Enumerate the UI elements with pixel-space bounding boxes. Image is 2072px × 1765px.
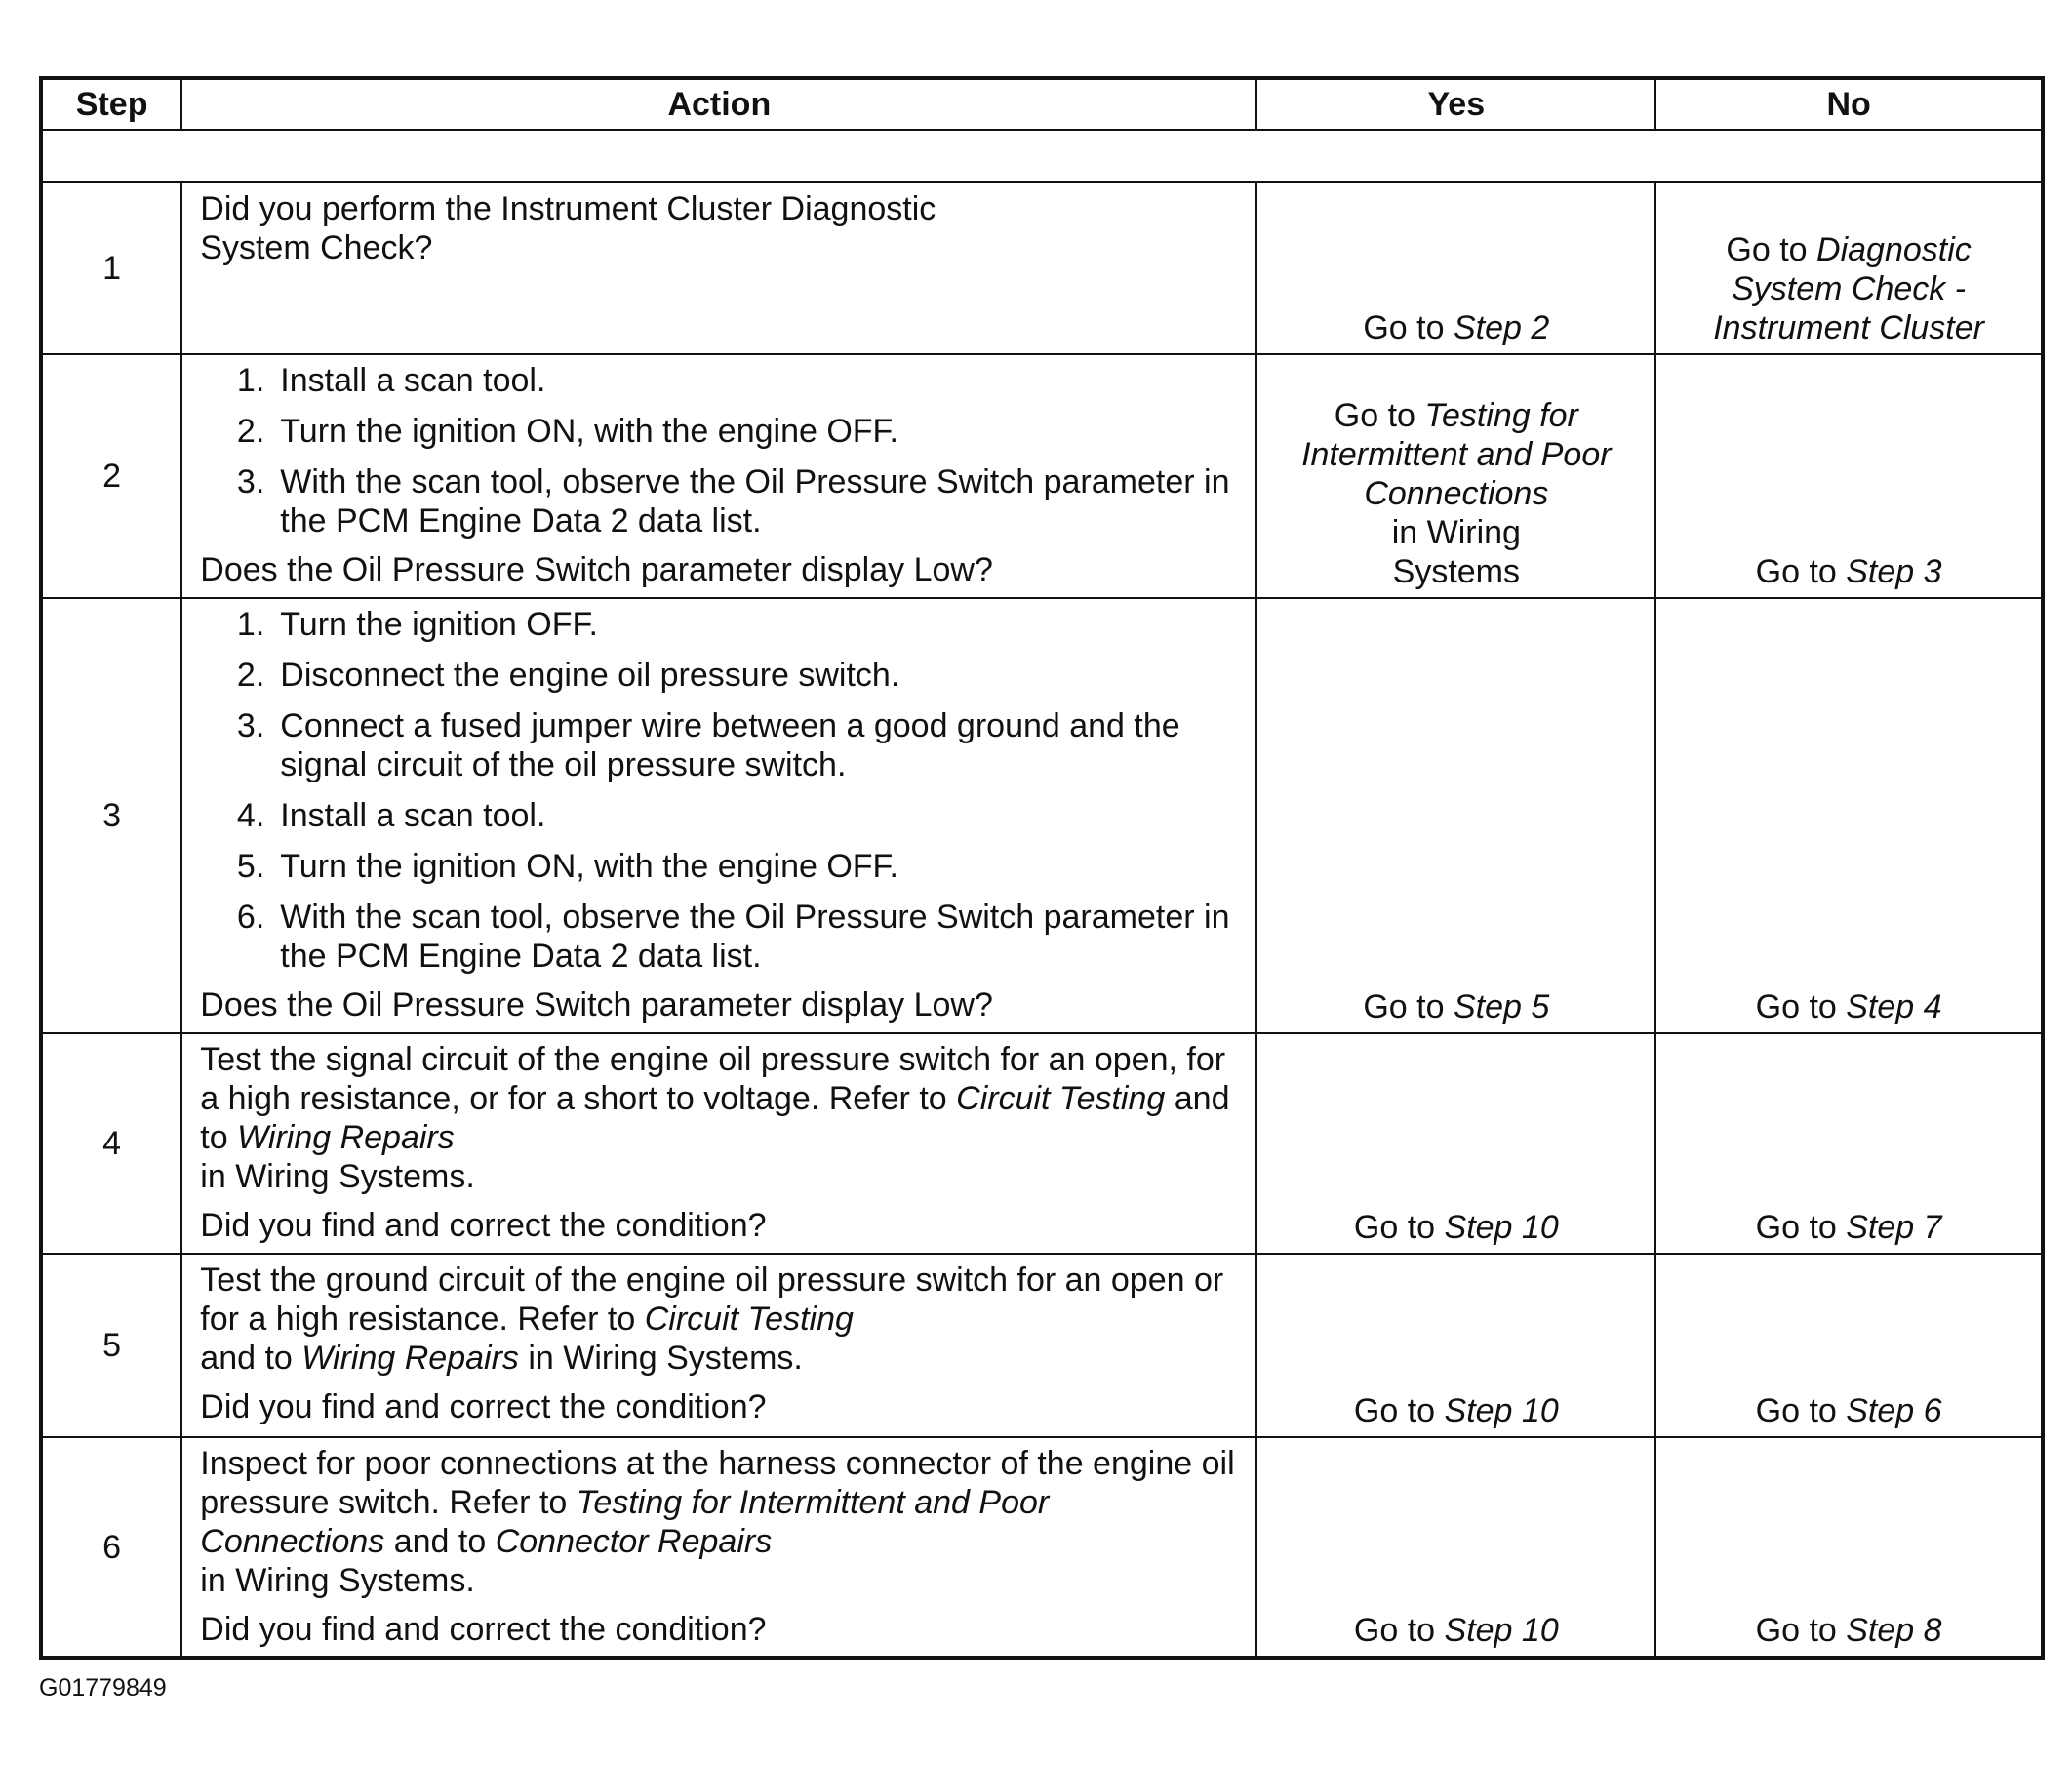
action-cell <box>181 1437 1256 1658</box>
reference-link[interactable]: Wiring Repairs <box>237 1119 455 1156</box>
yes-prefix: Go to <box>1353 1392 1445 1429</box>
step-number: 3 <box>41 598 181 1033</box>
action-question <box>200 189 1238 267</box>
list-item: 2. Disconnect the engine oil pressure switch. <box>236 657 900 694</box>
yes-suffix: Systems <box>1392 553 1520 590</box>
action-instruction: Test the ground circuit of the engine oil pressure switch for an open or for a high resistance. Refer to Circuit Testing and to Wiring Repairs in Wiring Systems. <box>200 1262 1224 1377</box>
list-item: 4. Install a scan tool. <box>236 797 546 834</box>
blank-row <box>41 130 2043 182</box>
header-action: Action <box>181 78 1256 130</box>
table-row <box>41 1033 2043 1254</box>
yes-cell <box>1256 1033 1655 1254</box>
yes-prefix: Go to <box>1353 1209 1445 1246</box>
no-cell <box>1655 182 2043 354</box>
header-row <box>41 78 2043 130</box>
action-question: Did you find and correct the condition? <box>200 1388 767 1425</box>
yes-prefix: Go to <box>1353 1612 1445 1649</box>
no-prefix: Go to <box>1755 1209 1847 1246</box>
table-row <box>41 1437 2043 1658</box>
table-row <box>41 1254 2043 1437</box>
step-number: 5 <box>41 1254 181 1437</box>
no-link[interactable]: Step 6 <box>1846 1392 1942 1429</box>
diagnostic-table <box>39 76 2045 1660</box>
figure-id: G01779849 <box>39 1674 167 1702</box>
header-no: No <box>1655 78 2043 130</box>
list-item: 2. Turn the ignition ON, with the engine OFF. <box>236 413 898 450</box>
action-question: Did you find and correct the condition? <box>200 1207 767 1244</box>
no-cell <box>1655 354 2043 598</box>
no-link[interactable]: Step 4 <box>1846 988 1942 1025</box>
step-number: 2 <box>41 354 181 598</box>
action-question-line: Did you perform the Instrument Cluster Diagnostic <box>200 190 936 227</box>
yes-link[interactable]: Step 10 <box>1444 1209 1559 1246</box>
action-cell <box>181 1033 1256 1254</box>
yes-cell <box>1256 182 1655 354</box>
no-link[interactable]: Step 3 <box>1846 553 1942 590</box>
step-number: 6 <box>41 1437 181 1658</box>
yes-link[interactable]: Step 5 <box>1453 988 1550 1025</box>
list-item: 1. Install a scan tool. <box>236 362 546 399</box>
yes-cell <box>1256 1437 1655 1658</box>
no-link[interactable]: Step 7 <box>1846 1209 1942 1246</box>
list-item: 3. With the scan tool, observe the Oil Pressure Switch parameter in the PCM Engine Data 2 data list. <box>236 463 1230 540</box>
no-cell <box>1655 1033 2043 1254</box>
no-link[interactable]: System Check - <box>1732 270 1967 307</box>
yes-link[interactable]: Step 2 <box>1453 309 1550 346</box>
blank-cell <box>41 130 2043 182</box>
action-instruction: Inspect for poor connections at the harness connector of the engine oil pressure switch. Refer to Testing for Intermittent and Poor Connections and to Connector Repairs in Wiring Systems. <box>200 1445 1235 1599</box>
action-question: Does the Oil Pressure Switch parameter display Low? <box>200 551 993 588</box>
no-prefix: Go to <box>1755 988 1847 1025</box>
no-link[interactable]: Diagnostic <box>1816 231 1972 268</box>
no-prefix: Go to <box>1755 1612 1847 1649</box>
no-cell <box>1655 1254 2043 1437</box>
reference-link[interactable]: Connector Repairs <box>495 1523 773 1560</box>
list-item: 3. Connect a fused jumper wire between a good ground and the signal circuit of the oil pressure switch. <box>236 707 1180 783</box>
no-prefix: Go to <box>1755 553 1847 590</box>
yes-link[interactable]: Testing for <box>1424 397 1578 434</box>
yes-cell <box>1256 598 1655 1033</box>
yes-link[interactable]: Step 10 <box>1444 1392 1559 1429</box>
action-cell <box>181 354 1256 598</box>
reference-link[interactable]: Wiring Repairs <box>301 1340 519 1377</box>
table-row <box>41 354 2043 598</box>
no-prefix: Go to <box>1755 1392 1847 1429</box>
action-cell <box>181 182 1256 354</box>
yes-prefix: Go to <box>1334 397 1425 434</box>
table-row <box>41 598 2043 1033</box>
yes-link[interactable]: Connections <box>1364 475 1549 512</box>
yes-link[interactable]: Step 10 <box>1444 1612 1559 1649</box>
list-item: 6. With the scan tool, observe the Oil Pressure Switch parameter in the PCM Engine Data 2 data list. <box>236 899 1230 975</box>
yes-suffix: in Wiring <box>1391 514 1521 551</box>
reference-link[interactable]: Circuit Testing <box>956 1080 1166 1117</box>
yes-cell <box>1256 1254 1655 1437</box>
no-cell <box>1655 598 2043 1033</box>
action-question-line: System Check? <box>200 229 433 266</box>
action-question: Does the Oil Pressure Switch parameter display Low? <box>200 986 993 1023</box>
no-cell <box>1655 1437 2043 1658</box>
no-link[interactable]: Instrument Cluster <box>1713 309 1984 346</box>
action-cell <box>181 598 1256 1033</box>
list-item: 5. Turn the ignition ON, with the engine OFF. <box>236 848 898 885</box>
step-number: 1 <box>41 182 181 354</box>
yes-prefix: Go to <box>1363 309 1454 346</box>
no-prefix: Go to <box>1726 231 1817 268</box>
reference-link[interactable]: Testing for Intermittent and Poor Connections <box>200 1484 1050 1560</box>
no-link[interactable]: Step 8 <box>1846 1612 1942 1649</box>
action-question: Did you find and correct the condition? <box>200 1611 767 1648</box>
action-list <box>200 605 1238 976</box>
yes-link[interactable]: Intermittent and Poor <box>1301 436 1612 473</box>
action-instruction: Test the signal circuit of the engine oil pressure switch for an open, for a high resistance, or for a short to voltage. Refer to Circuit Testing and to Wiring Repairs in Wiring Systems. <box>200 1041 1230 1195</box>
header-yes: Yes <box>1256 78 1655 130</box>
header-step: Step <box>41 78 181 130</box>
yes-cell <box>1256 354 1655 598</box>
step-number: 4 <box>41 1033 181 1254</box>
action-list <box>200 361 1238 541</box>
reference-link[interactable]: Circuit Testing <box>644 1301 854 1338</box>
action-cell <box>181 1254 1256 1437</box>
table-row <box>41 182 2043 354</box>
list-item: 1. Turn the ignition OFF. <box>236 606 598 643</box>
yes-prefix: Go to <box>1363 988 1454 1025</box>
